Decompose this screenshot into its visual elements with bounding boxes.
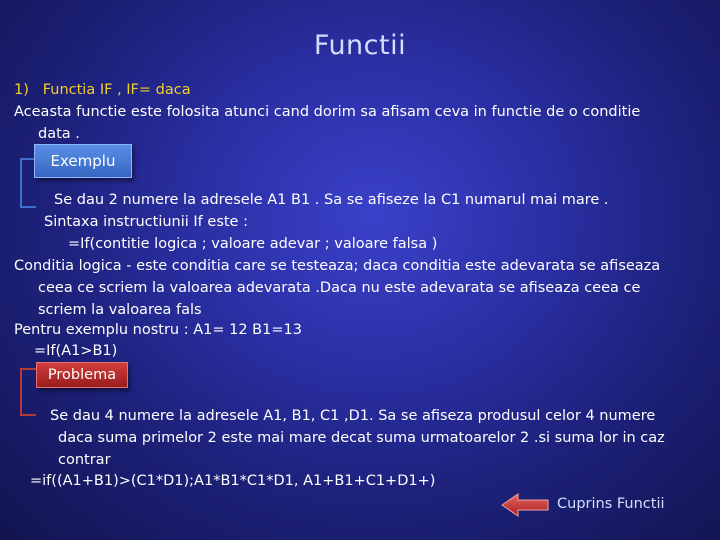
example-line-1: Se dau 2 numere la adresele A1 B1 . Sa se afiseze la C1 numarul mai mare . — [54, 192, 609, 208]
example-line-3: =If(contitie logica ; valoare adevar ; valoare falsa ) — [68, 236, 438, 252]
example-line-6: scriem la valoarea fals — [38, 302, 202, 318]
list-item-heading — [14, 82, 191, 98]
slide-title: Functii — [313, 30, 407, 61]
problem-line-1: Se dau 4 numere la adresele A1, B1, C1 ,D1. Sa se afiseza produsul celor 4 numere — [50, 408, 656, 424]
example-line-4: Conditia logica - este conditia care se testeaza; daca conditia este adevarata se afiseaza — [14, 258, 661, 274]
example-line-8: =If(A1>B1) — [34, 343, 118, 359]
intro-line-2: data . — [38, 126, 80, 142]
problem-line-4: =if((A1+B1)>(C1*D1);A1*B1*C1*D1, A1+B1+C1+D1+) — [30, 473, 436, 489]
list-title: Functia IF — [42, 82, 113, 98]
contents-link[interactable]: Cuprins Functii — [557, 496, 665, 512]
example-button[interactable]: Exemplu — [34, 144, 132, 178]
problem-line-3: contrar — [58, 452, 111, 468]
example-line-7: Pentru exemplu nostru : A1= 12 B1=13 — [14, 322, 302, 338]
intro-line-1: Aceasta functie este folosita atunci cand dorim sa afisam ceva in functie de o conditie — [14, 104, 641, 120]
list-hint: , IF= daca — [117, 82, 191, 98]
problem-line-2: daca suma primelor 2 este mai mare decat suma urmatoarelor 2 .si suma lor in caz — [58, 430, 665, 446]
example-line-2: Sintaxa instructiunii If este : — [44, 214, 248, 230]
example-line-5: ceea ce scriem la valoarea adevarata .Daca nu este adevarata se afiseaza ceea ce — [38, 280, 641, 296]
back-arrow-icon[interactable] — [500, 492, 550, 518]
problem-button[interactable]: Problema — [36, 362, 128, 388]
list-number: 1) — [14, 82, 29, 98]
problem-bracket — [20, 368, 36, 416]
